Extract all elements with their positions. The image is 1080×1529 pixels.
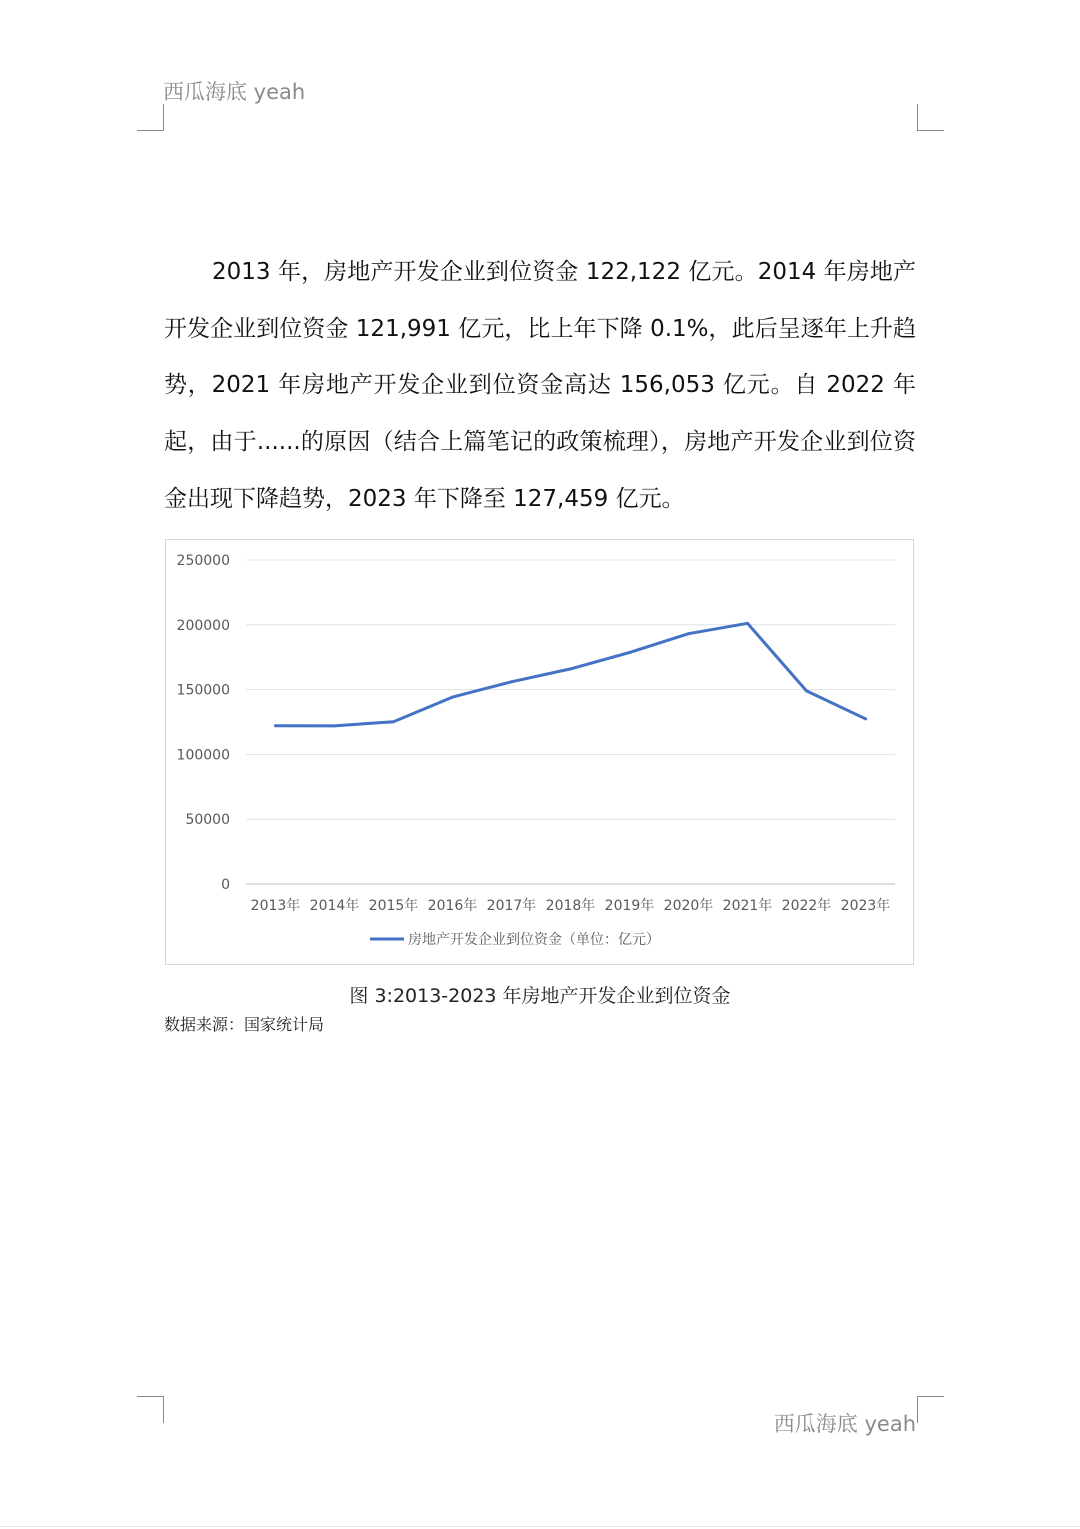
- crop-mark-bottom-right: [917, 1396, 944, 1423]
- crop-mark-bottom-left: [137, 1396, 164, 1423]
- x-tick-label: 2018年: [545, 898, 596, 914]
- x-tick-label: 2020年: [663, 898, 714, 914]
- chart-svg: [166, 540, 915, 966]
- legend-label: 房地产开发企业到位资金（单位：亿元）: [408, 932, 660, 948]
- x-tick-label: 2019年: [604, 898, 655, 914]
- data-point: [687, 632, 690, 635]
- line-chart: [165, 539, 914, 965]
- y-tick-label: 100000: [176, 747, 230, 764]
- data-point: [628, 651, 631, 654]
- data-point: [746, 622, 749, 625]
- x-tick-label: 2022年: [781, 898, 832, 914]
- data-source: 数据来源：国家统计局: [164, 1015, 325, 1034]
- page-bottom-rule: [0, 1526, 1080, 1527]
- x-tick-label: 2023年: [840, 898, 891, 914]
- figure-caption: 图 3:2013-2023 年房地产开发企业到位资金: [349, 985, 731, 1007]
- data-point: [805, 689, 808, 692]
- data-point: [392, 720, 395, 723]
- x-tick-label: 2017年: [486, 898, 537, 914]
- crop-mark-top-right: [917, 104, 944, 131]
- x-tick-label: 2016年: [427, 898, 478, 914]
- footer-text: 西瓜海底 yeah: [773, 1412, 916, 1436]
- data-point: [451, 696, 454, 699]
- y-tick-label: 200000: [176, 617, 230, 634]
- data-point: [333, 724, 336, 727]
- data-point: [864, 717, 867, 720]
- body-paragraph: 2013 年，房地产开发企业到位资金 122,122 亿元。2014 年房地产开发企业到位资金 121,991 亿元，比上年下降 0.1%，此后呈逐年上升趋势，2021 年房地产开发企业到位资金高达 156,053 亿元。自 2022 年起，由于......的原因（结合上篇笔记的政策梳理），房地产开发企业到位资金出现下降趋势，2023 年下降至 127,459 亿元。: [164, 259, 916, 512]
- x-tick-label: 2013年: [250, 898, 301, 914]
- y-tick-label: 250000: [176, 553, 230, 569]
- series-line: [276, 623, 866, 726]
- y-tick-label: 50000: [185, 812, 230, 829]
- y-tick-label: 150000: [176, 682, 230, 699]
- y-tick-label: 0: [221, 877, 230, 893]
- crop-mark-top-left: [137, 104, 164, 131]
- data-point: [569, 667, 572, 670]
- data-point: [274, 724, 277, 727]
- x-tick-label: 2021年: [722, 898, 773, 914]
- x-tick-label: 2015年: [368, 898, 419, 914]
- header-text: 西瓜海底 yeah: [163, 80, 306, 104]
- data-point: [510, 680, 513, 683]
- x-tick-label: 2014年: [309, 898, 360, 914]
